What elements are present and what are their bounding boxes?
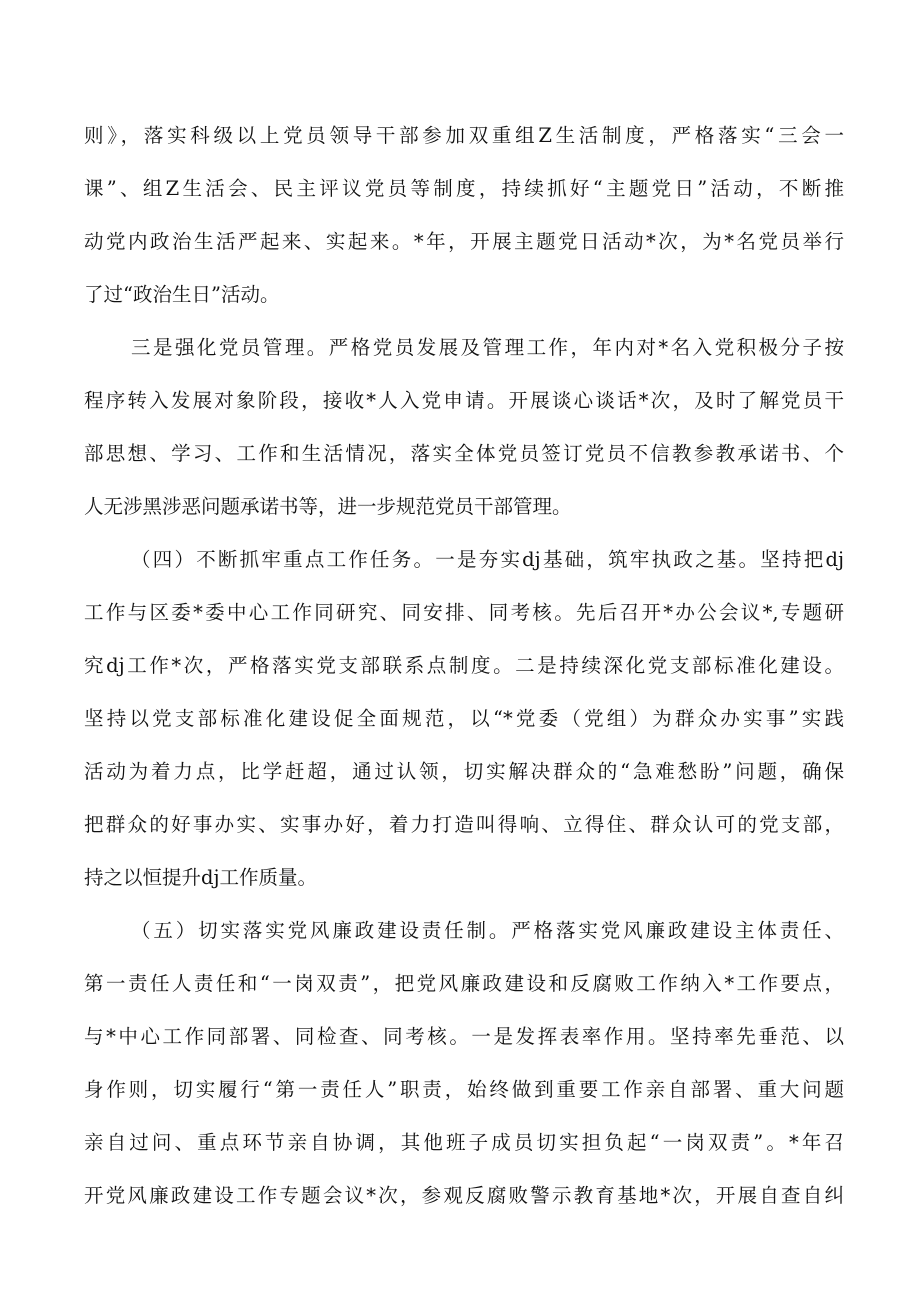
- text-line: 持之以恒提升dj工作质量。: [84, 866, 318, 889]
- text-line: 三是强化党员管理。严格党员发展及管理工作，年内对*名入党积极分子按: [131, 336, 844, 359]
- text-line: 把群众的好事办实、实事办好，着力打造叫得响、立得住、群众认可的党支部，: [84, 813, 844, 836]
- text-line: 第一责任人责任和“一岗双责”，把党风廉政建设和反腐败工作纳入*工作要点，: [84, 972, 844, 995]
- text-line: （四）不断抓牢重点工作任务。一是夯实dj基础，筑牢执政之基。坚持把dj: [131, 548, 844, 571]
- text-line: 则》，落实科级以上党员领导干部参加双重组Z生活制度，严格落实“三会一: [84, 124, 844, 147]
- text-line: 人无涉黑涉恶问题承诺书等，进一步规范党员干部管理。: [84, 495, 572, 518]
- text-line: 工作与区委*委中心工作同研究、同安排、同考核。先后召开*办公会议*,专题研: [84, 601, 844, 624]
- text-line: 课”、组Z生活会、民主评议党员等制度，持续抓好“主题党日”活动，不断推: [84, 177, 844, 200]
- text-line: 与*中心工作同部署、同检查、同考核。一是发挥表率作用。坚持率先垂范、以: [84, 1025, 844, 1048]
- text-line: 程序转入发展对象阶段，接收*人入党申请。开展谈心谈话*次，及时了解党员干: [84, 389, 844, 412]
- text-line: 坚持以党支部标准化建设促全面规范，以“*党委（党组）为群众办实事”实践: [84, 707, 844, 730]
- text-line: 亲自过问、重点环节亲自协调，其他班子成员切实担负起“一岗双责”。*年召: [84, 1131, 844, 1154]
- text-line: 动党内政治生活严起来、实起来。*年，开展主题党日活动*次，为*名党员举行: [84, 230, 844, 253]
- text-line: 部思想、学习、工作和生活情况，落实全体党员签订党员不信教参教承诺书、个: [84, 442, 844, 465]
- text-line: 了过“政治生日”活动。: [84, 283, 280, 306]
- text-line: 身作则，切实履行“第一责任人”职责，始终做到重要工作亲自部署、重大问题: [84, 1078, 844, 1101]
- text-line: （五）切实落实党风廉政建设责任制。严格落实党风廉政建设主体责任、: [131, 919, 844, 942]
- text-line: 活动为着力点，比学赶超，通过认领，切实解决群众的“急难愁盼”问题，确保: [84, 760, 844, 783]
- text-line: 开党风廉政建设工作专题会议*次，参观反腐败警示教育基地*次，开展自查自纠: [84, 1184, 844, 1207]
- text-line: 究dj工作*次，严格落实党支部联系点制度。二是持续深化党支部标准化建设。: [84, 654, 844, 677]
